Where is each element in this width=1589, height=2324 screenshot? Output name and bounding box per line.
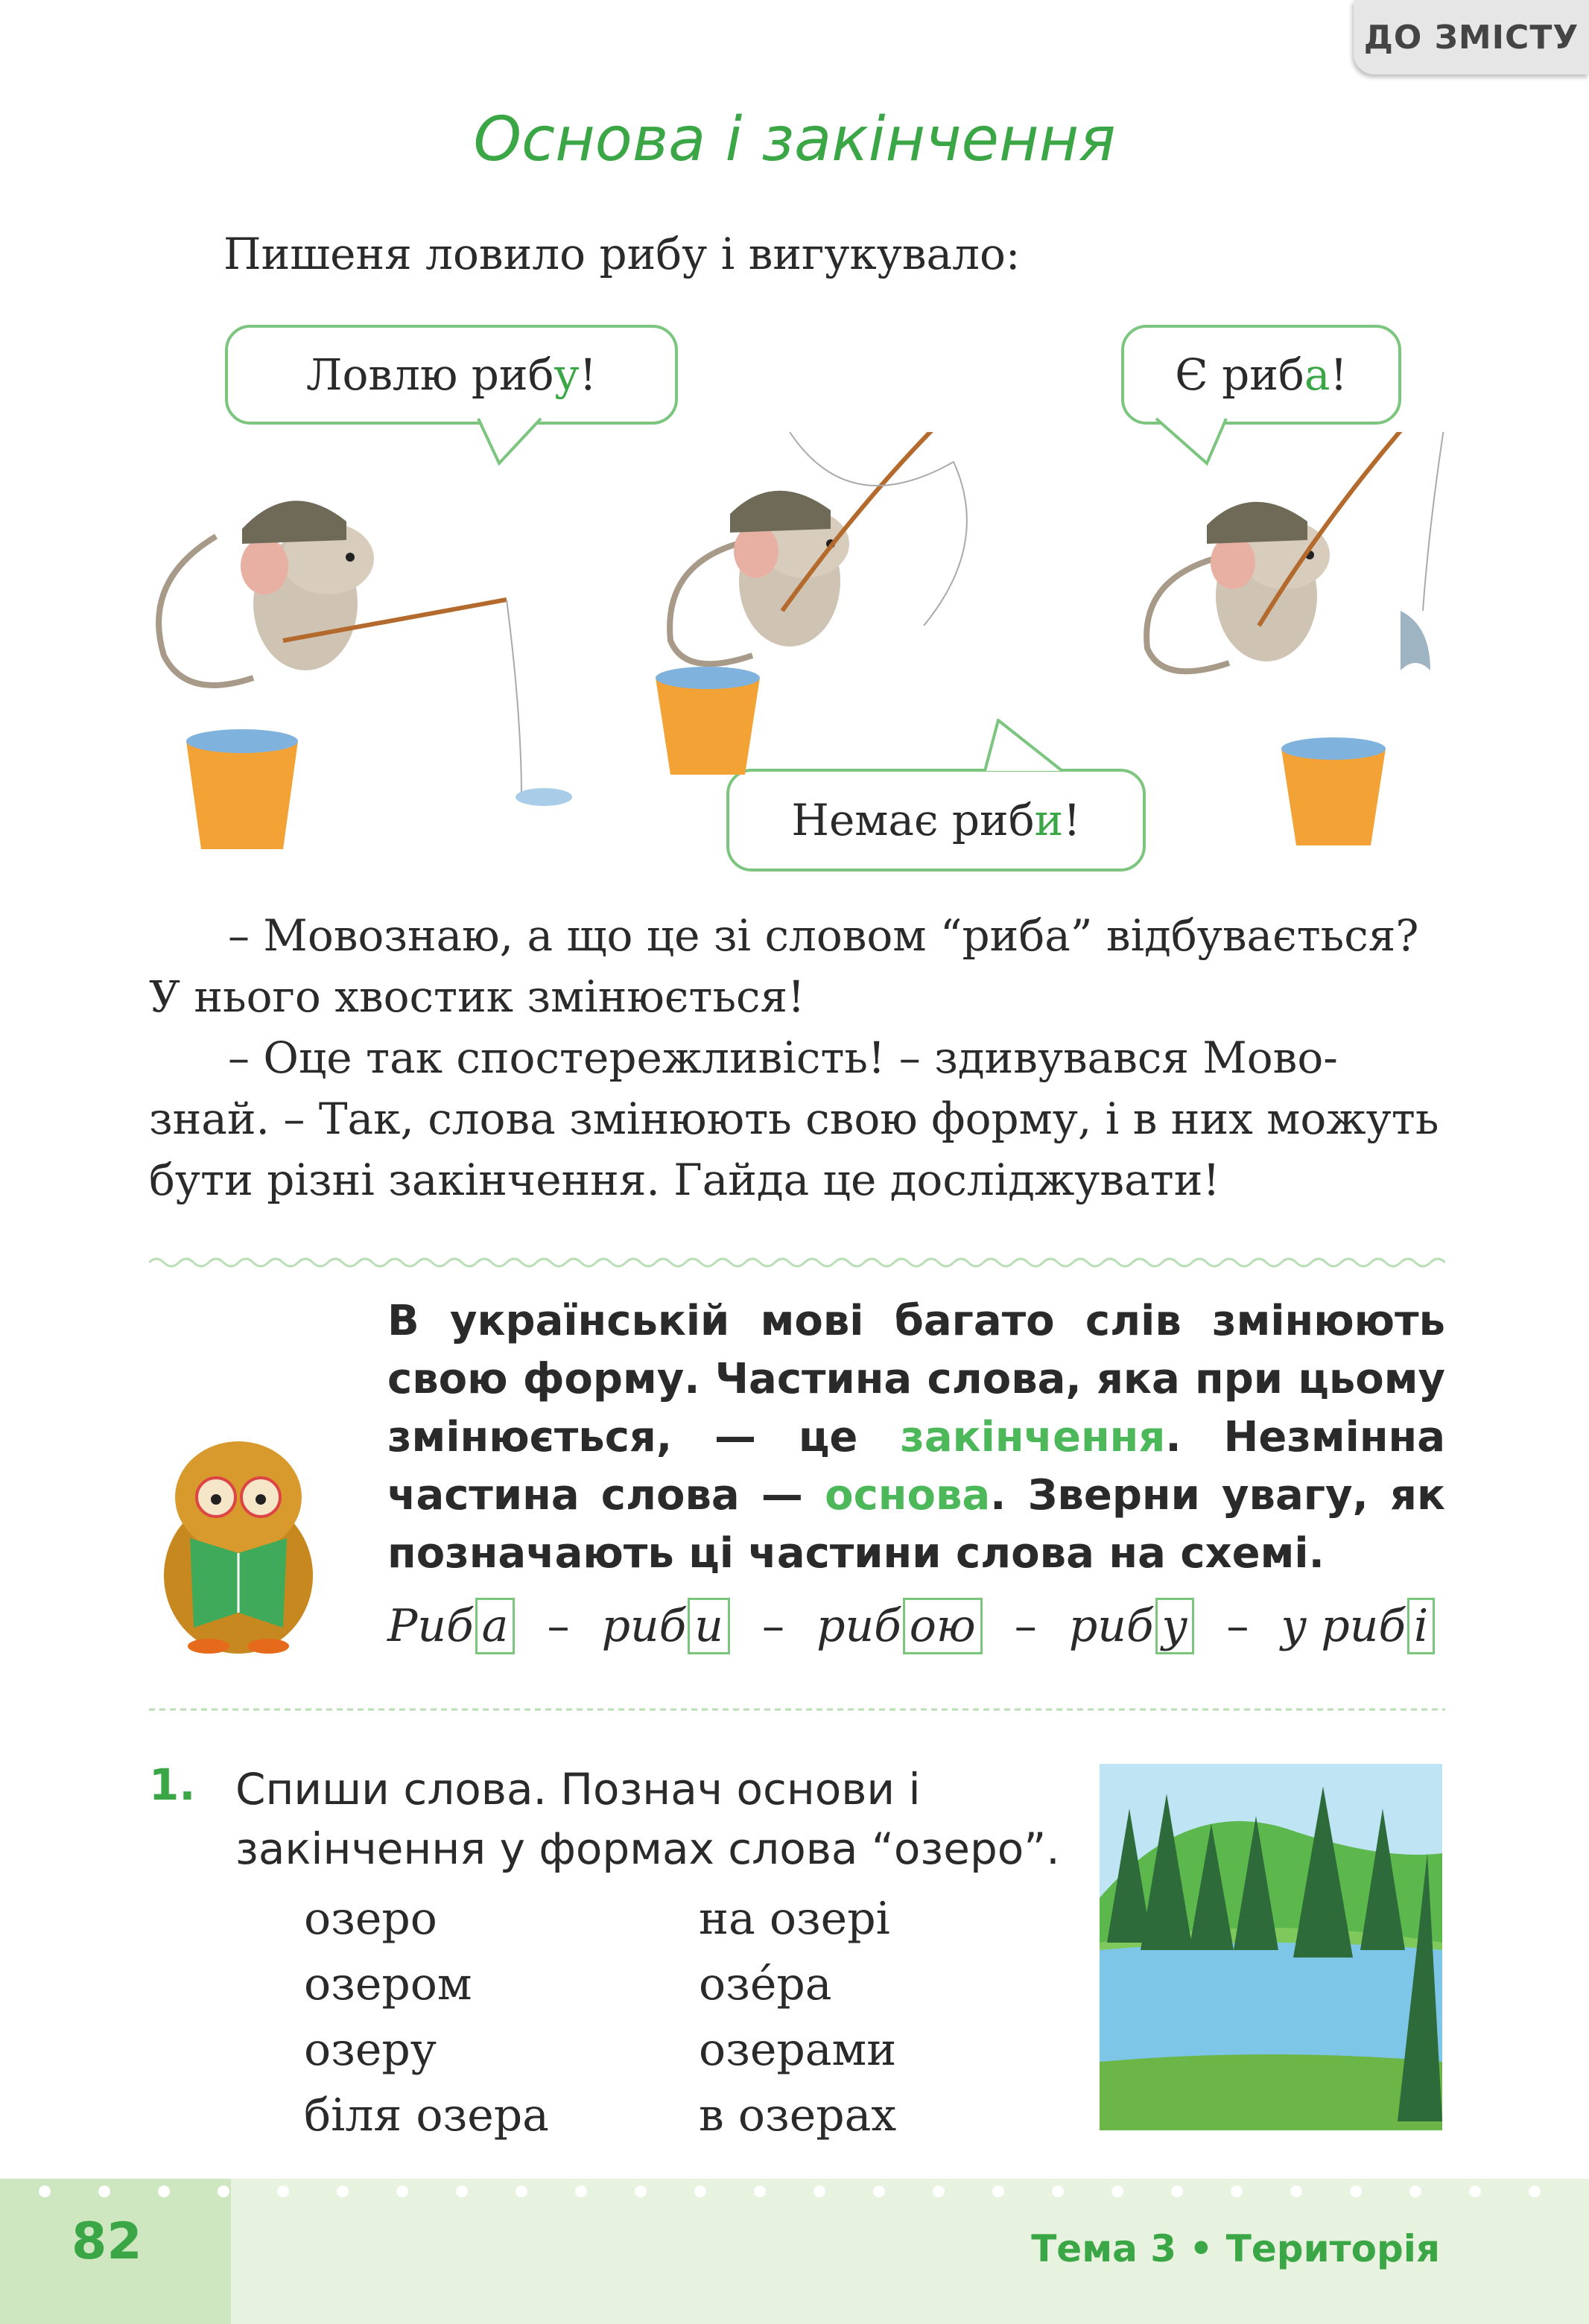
dialog-line: бути різні закінчення. Гайда це досліджувати! (149, 1155, 1220, 1205)
term-stem: основа (825, 1471, 991, 1520)
scheme-ending: і (1407, 1598, 1435, 1654)
word-item: озером (304, 1958, 472, 2010)
divider (149, 1255, 1445, 1270)
scheme-base: риб (816, 1600, 901, 1652)
word-column (699, 1886, 896, 2148)
word-item: озеро (304, 1893, 437, 1945)
table-of-contents-button[interactable]: ДО ЗМІСТУ (1354, 0, 1589, 74)
scheme-ending: ою (903, 1598, 983, 1654)
bubble-ending: и (1034, 795, 1064, 845)
chapter-theme: Тема 3 • Територія (1031, 2227, 1440, 2270)
bubble-text: Ловлю риб (306, 349, 554, 400)
footer-ornament (0, 2182, 1589, 2205)
exercise-instruction: Спиши слова. Познач основи і закінчення у формах слова “озеро”. (235, 1764, 1060, 1874)
scheme-base: риб (1321, 1600, 1406, 1652)
mice-fishing-illustration (134, 432, 1475, 864)
dialog-text (149, 905, 1445, 1210)
divider (149, 1702, 1445, 1717)
bubble-text: Є риб (1175, 349, 1304, 400)
scheme-ending: а (475, 1598, 516, 1654)
scheme-dash: – (761, 1600, 784, 1652)
word-item: біля озера (304, 2089, 549, 2142)
scheme-ending: и (688, 1598, 730, 1654)
word-scheme (387, 1600, 1435, 1652)
word-item: озерами (699, 2024, 897, 2076)
scheme-dash: – (1226, 1600, 1249, 1652)
bubble-ending: а (1304, 349, 1330, 400)
scheme-base: риб (601, 1600, 687, 1652)
rule-text: В українській мові багато слів змінюють свою форму. Частина слова, яка при цьому змінюється, — це (387, 1297, 1445, 1461)
page-title: Основа і закінчення (473, 104, 1116, 175)
word-item: озе́ра (699, 1958, 832, 2010)
mouse-icon (670, 432, 976, 664)
speech-bubble-fish (1121, 325, 1401, 425)
word-item: в озерах (699, 2089, 897, 2142)
intro-text: Пишеня ловило рибу і вигукувало: (223, 229, 1021, 279)
word-column (304, 1886, 549, 2148)
bubble-punct: ! (579, 349, 597, 400)
scheme-ending: у (1155, 1598, 1195, 1654)
rule-box (387, 1292, 1445, 1583)
dialog-line: знай. – Так, слова змінюють свою форму, і в них можуть (149, 1093, 1439, 1144)
dialog-line: У нього хвостик змінюється! (149, 971, 805, 1022)
word-item: озеру (304, 2024, 437, 2076)
scheme-prefix: у (1281, 1600, 1322, 1652)
rule-text: . Незмінна частина слова — (387, 1413, 1446, 1520)
scheme-base: риб (1068, 1600, 1154, 1652)
word-item: на озері (699, 1893, 890, 1945)
scheme-dash: – (1014, 1600, 1037, 1652)
bubble-punct: ! (1330, 349, 1348, 400)
bucket-icon (186, 729, 298, 849)
bubble-punct: ! (1063, 795, 1081, 845)
bubble-text: Немає риб (791, 795, 1035, 845)
bubble-ending: у (554, 349, 580, 400)
bucket-icon (656, 667, 760, 775)
lake-illustration (1100, 1764, 1442, 2130)
owl-reading-icon (145, 1426, 332, 1657)
dialog-line: – Мовознаю, а що це зі словом “риба” відбувається? (228, 910, 1419, 961)
mouse-icon (1146, 432, 1453, 671)
speech-bubble-catching (225, 325, 678, 425)
page-number: 82 (72, 2212, 142, 2271)
rule-text: . Зверни увагу, як позначають ці частини слова на схемі. (387, 1471, 1445, 1578)
bucket-icon (1281, 737, 1386, 845)
scheme-dash: – (547, 1600, 570, 1652)
exercise-number: 1. (149, 1759, 196, 1810)
scheme-base: Риб (387, 1600, 474, 1652)
term-ending: закінчення (900, 1413, 1166, 1461)
dialog-line: – Оце так спостережливість! – здивувався Мово- (228, 1032, 1338, 1083)
